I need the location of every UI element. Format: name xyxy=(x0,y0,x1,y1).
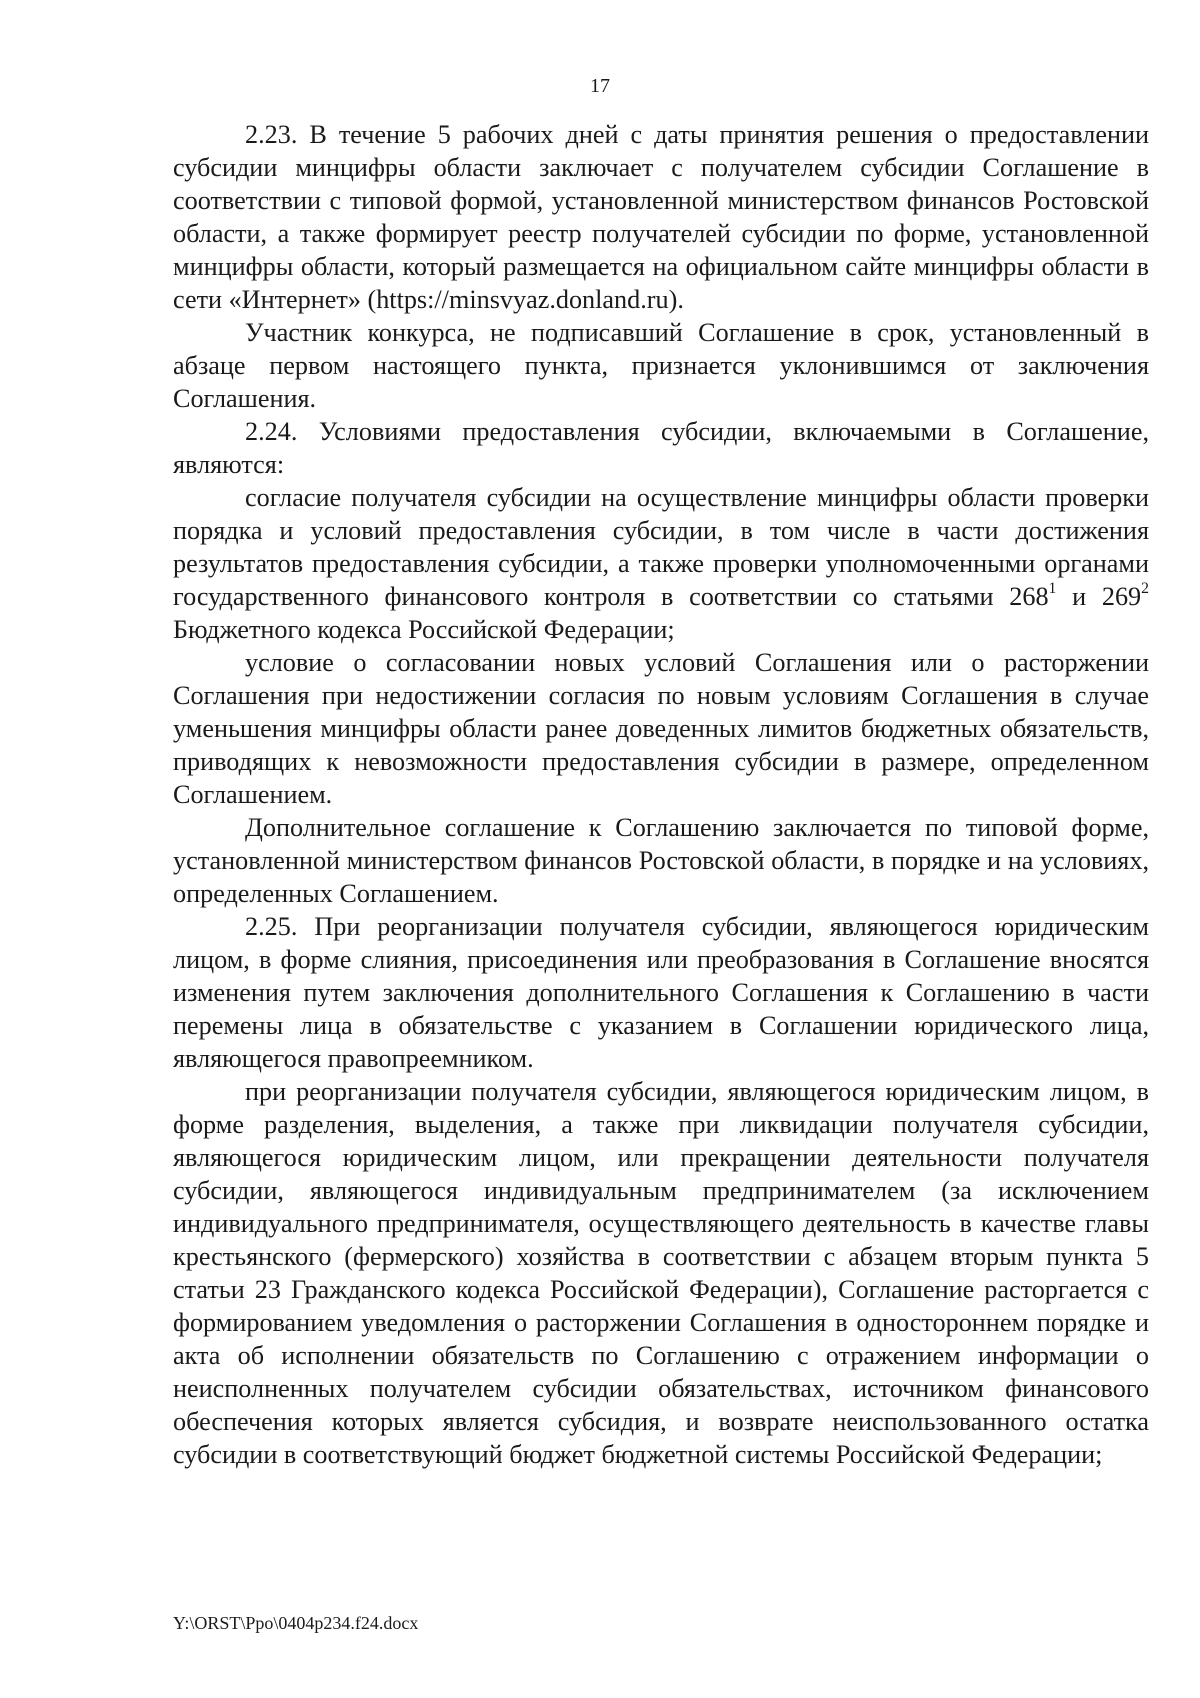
superscript-1: 1 xyxy=(1048,580,1057,598)
document-body xyxy=(173,118,1149,1471)
paragraph-2-24: 2.24. Условиями предоставления субсидии, включаемыми в Соглашение, являются: xyxy=(173,417,1149,479)
paragraph-additional-agreement: Дополнительное соглашение к Соглашению заключается по типовой форме, установленной министерством финансов Ростовской области, в порядке и на условиях, определенных Соглашением. xyxy=(173,813,1149,908)
paragraph-agreement-conditions: условие о согласовании новых условий Соглашения или о расторжении Соглашения при недостижении согласия по новым условиям Соглашения в случае уменьшения минцифры области ранее доведенных лимитов бюджетных обязательств, приводящих к невозможности предоставления субсидии в размере, определенном Соглашением. xyxy=(173,648,1149,809)
footer-file-path: Y:\ORST\Ppo\0404p234.f24.docx xyxy=(173,1613,419,1633)
paragraph-contest-participant: Участник конкурса, не подписавший Соглашение в срок, установленный в абзаце первом настоящего пункта, признается уклонившимся от заключения Соглашения. xyxy=(173,318,1149,413)
paragraph-2-25: 2.25. При реорганизации получателя субсидии, являющегося юридическим лицом, в форме слияния, присоединения или преобразования в Соглашение вносятся изменения путем заключения дополнительного Соглашения к Соглашению в части перемены лица в обязательстве с указанием в Соглашении юридического лица, являющегося правопреемником. xyxy=(173,912,1149,1073)
paragraph-2-23: 2.23. В течение 5 рабочих дней с даты принятия решения о предоставлении субсидии минцифры области заключает с получателем субсидии Соглашение в соответствии с типовой формой, установленной министерством финансов Ростовской области, а также формирует реестр получателей субсидии по форме, установленной минцифры области, который размещается на официальном сайте минцифры области в сети «Интернет» (https://minsvyaz.donland.ru). xyxy=(173,120,1149,314)
consent-text-after: Бюджетного кодекса Российской Федерации; xyxy=(173,615,675,644)
consent-text-before: согласие получателя субсидии на осуществление минцифры области проверки порядка и условий предоставления субсидии, в том числе в части достижения результатов предоставления субсидии, а также проверки уполномоченными органами государственного финансового контроля в соответствии со статьями 268 xyxy=(173,483,1149,611)
paragraph-consent xyxy=(173,481,1149,646)
page-number: 17 xyxy=(590,75,610,97)
paragraph-reorganization: при реорганизации получателя субсидии, являющегося юридическим лицом, в форме разделения, выделения, а также при ликвидации получателя субсидии, являющегося юридическим лицом, или прекращении деятельности получателя субсидии, являющегося индивидуальным предпринимателем (за исключением индивидуального предпринимателя, осуществляющего деятельность в качестве главы крестьянского (фермерского) хозяйства в соответствии с абзацем вторым пункта 5 статьи 23 Гражданского кодекса Российской Федерации), Соглашение расторгается с формированием уведомления о расторжении Соглашения в одностороннем порядке и акта об исполнении обязательств по Соглашению с отражением информации о неисполненных получателем субсидии обязательствах, источником финансового обеспечения которых является субсидия, и возврате неиспользованного остатка субсидии в соответствующий бюджет бюджетной системы Российской Федерации; xyxy=(173,1077,1149,1469)
superscript-2: 2 xyxy=(1141,580,1149,598)
consent-text-middle: и 269 xyxy=(1056,582,1142,611)
